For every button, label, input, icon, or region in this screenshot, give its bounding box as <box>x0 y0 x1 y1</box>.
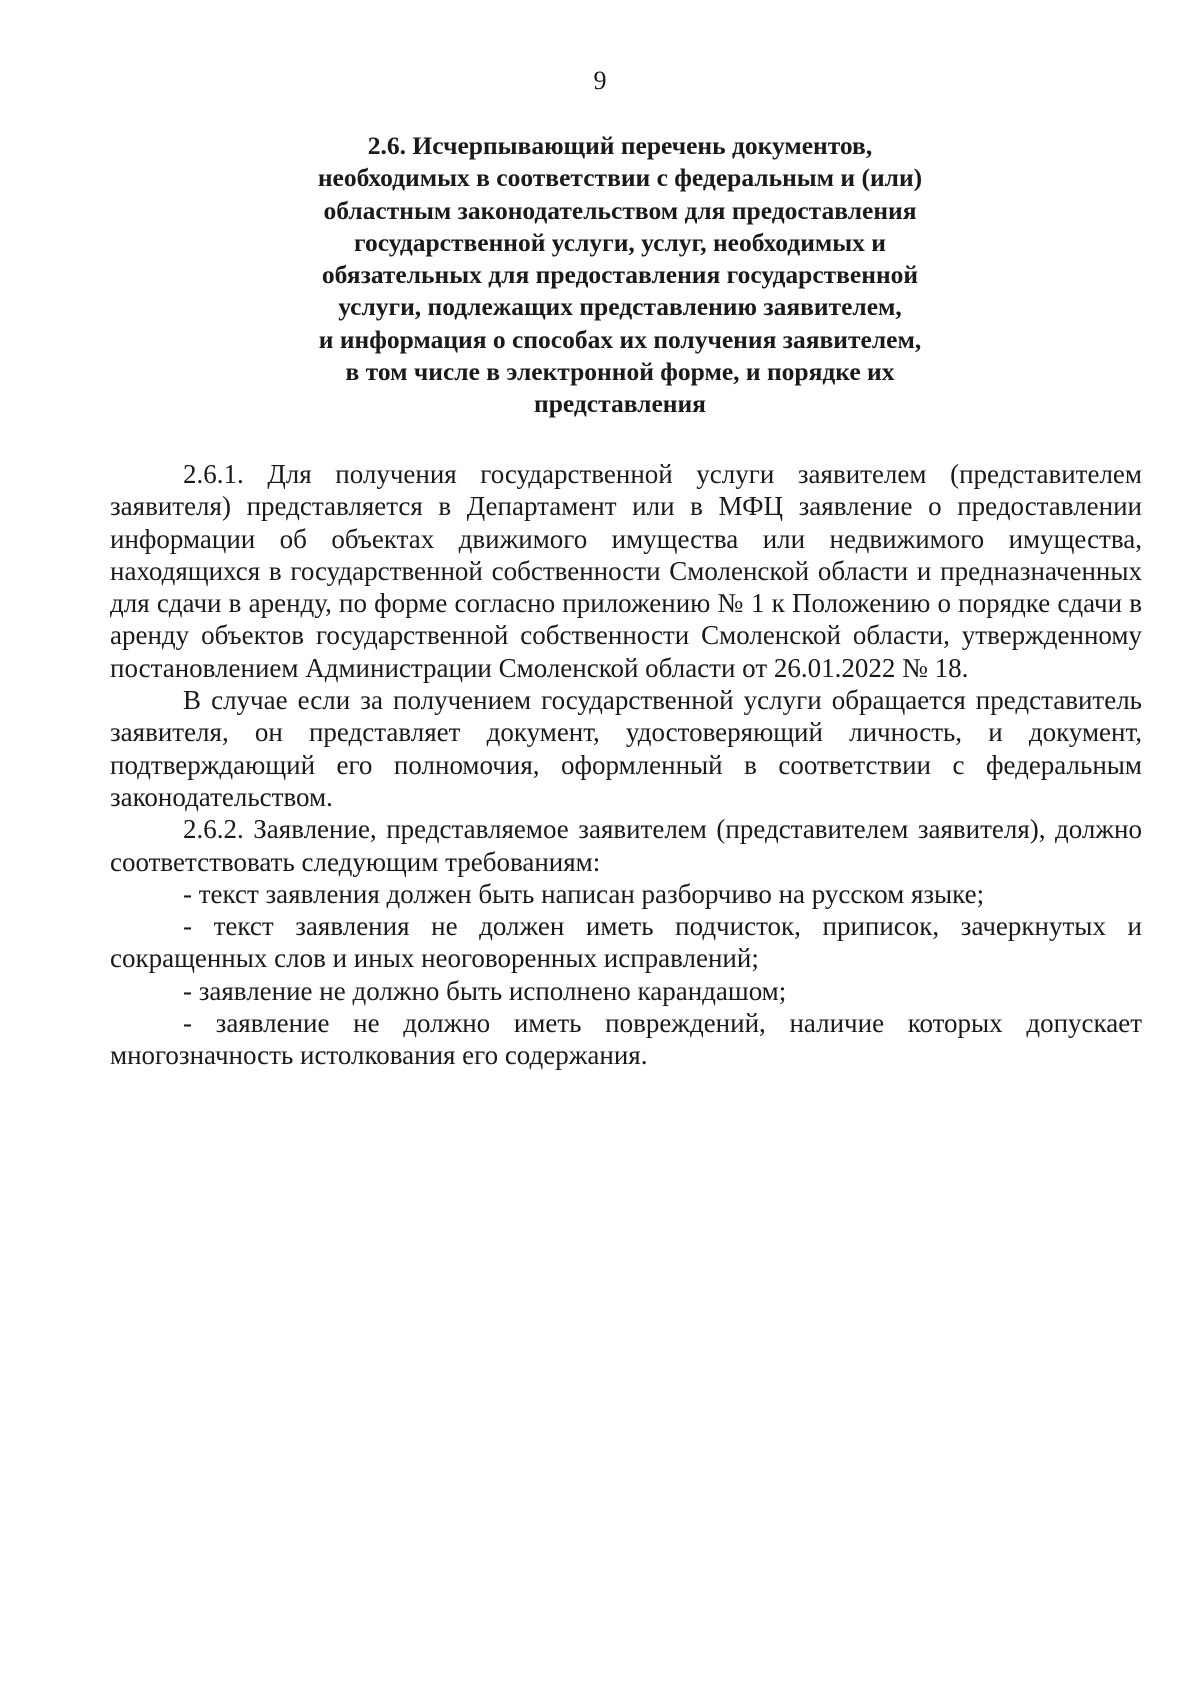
heading-line: и информация о способах их получения заявителем, <box>318 324 922 354</box>
paragraph-2-6-2: 2.6.2. Заявление, представляемое заявителем (представителем заявителя), должно соответствовать следующим требованиям: <box>110 814 1142 877</box>
heading-line: 2.6. Исчерпывающий перечень документов, <box>367 131 873 160</box>
paragraph-2-6-1: 2.6.1. Для получения государственной услуги заявителем (представителем заявителя) представляется в Департамент или в МФЦ заявление о предоставлении информации об объектах движимого имущества или недвижимого имущества, находящихся в государственной собственности Смоленской области и предназначенных для сдачи в аренду, по форме согласно приложению № 1 к Положению о порядке сдачи в аренду объектов государственной собственности Смоленской области, утвержденному постановлением Администрации Смоленской области от 26.01.2022 № 18. <box>110 459 1142 683</box>
section-body <box>110 458 1142 1072</box>
section-heading <box>200 130 1040 421</box>
heading-line: государственной услуги, услуг, необходимых и <box>354 227 886 257</box>
heading-line: областным законодательством для предоставления <box>323 195 917 225</box>
requirement-item: - текст заявления должен быть написан разборчиво на русском языке; <box>183 878 985 909</box>
heading-line: услуги, подлежащих представлению заявителем, <box>338 292 902 322</box>
requirement-item: - заявление не должно быть исполнено карандашом; <box>183 975 787 1006</box>
heading-line: в том числе в электронной форме, и порядке их <box>345 357 895 387</box>
requirement-item: - текст заявления не должен иметь подчисток, приписок, зачеркнутых и сокращенных слов и иных неоговоренных исправлений; <box>110 911 1142 974</box>
paragraph-representative: В случае если за получением государственной услуги обращается представитель заявителя, он представляет документ, удостоверяющий личность, и документ, подтверждающий его полномочия, оформленный в соответствии с федеральным законодательством. <box>110 685 1142 812</box>
page-number: 9 <box>593 66 607 95</box>
heading-line: необходимых в соответствии с федеральным и (или) <box>317 163 923 193</box>
heading-line: представления <box>534 389 706 419</box>
heading-line: обязательных для предоставления государственной <box>321 260 919 290</box>
requirement-item: - заявление не должно иметь повреждений, наличие которых допускает многозначность истолкования его содержания. <box>110 1008 1142 1071</box>
